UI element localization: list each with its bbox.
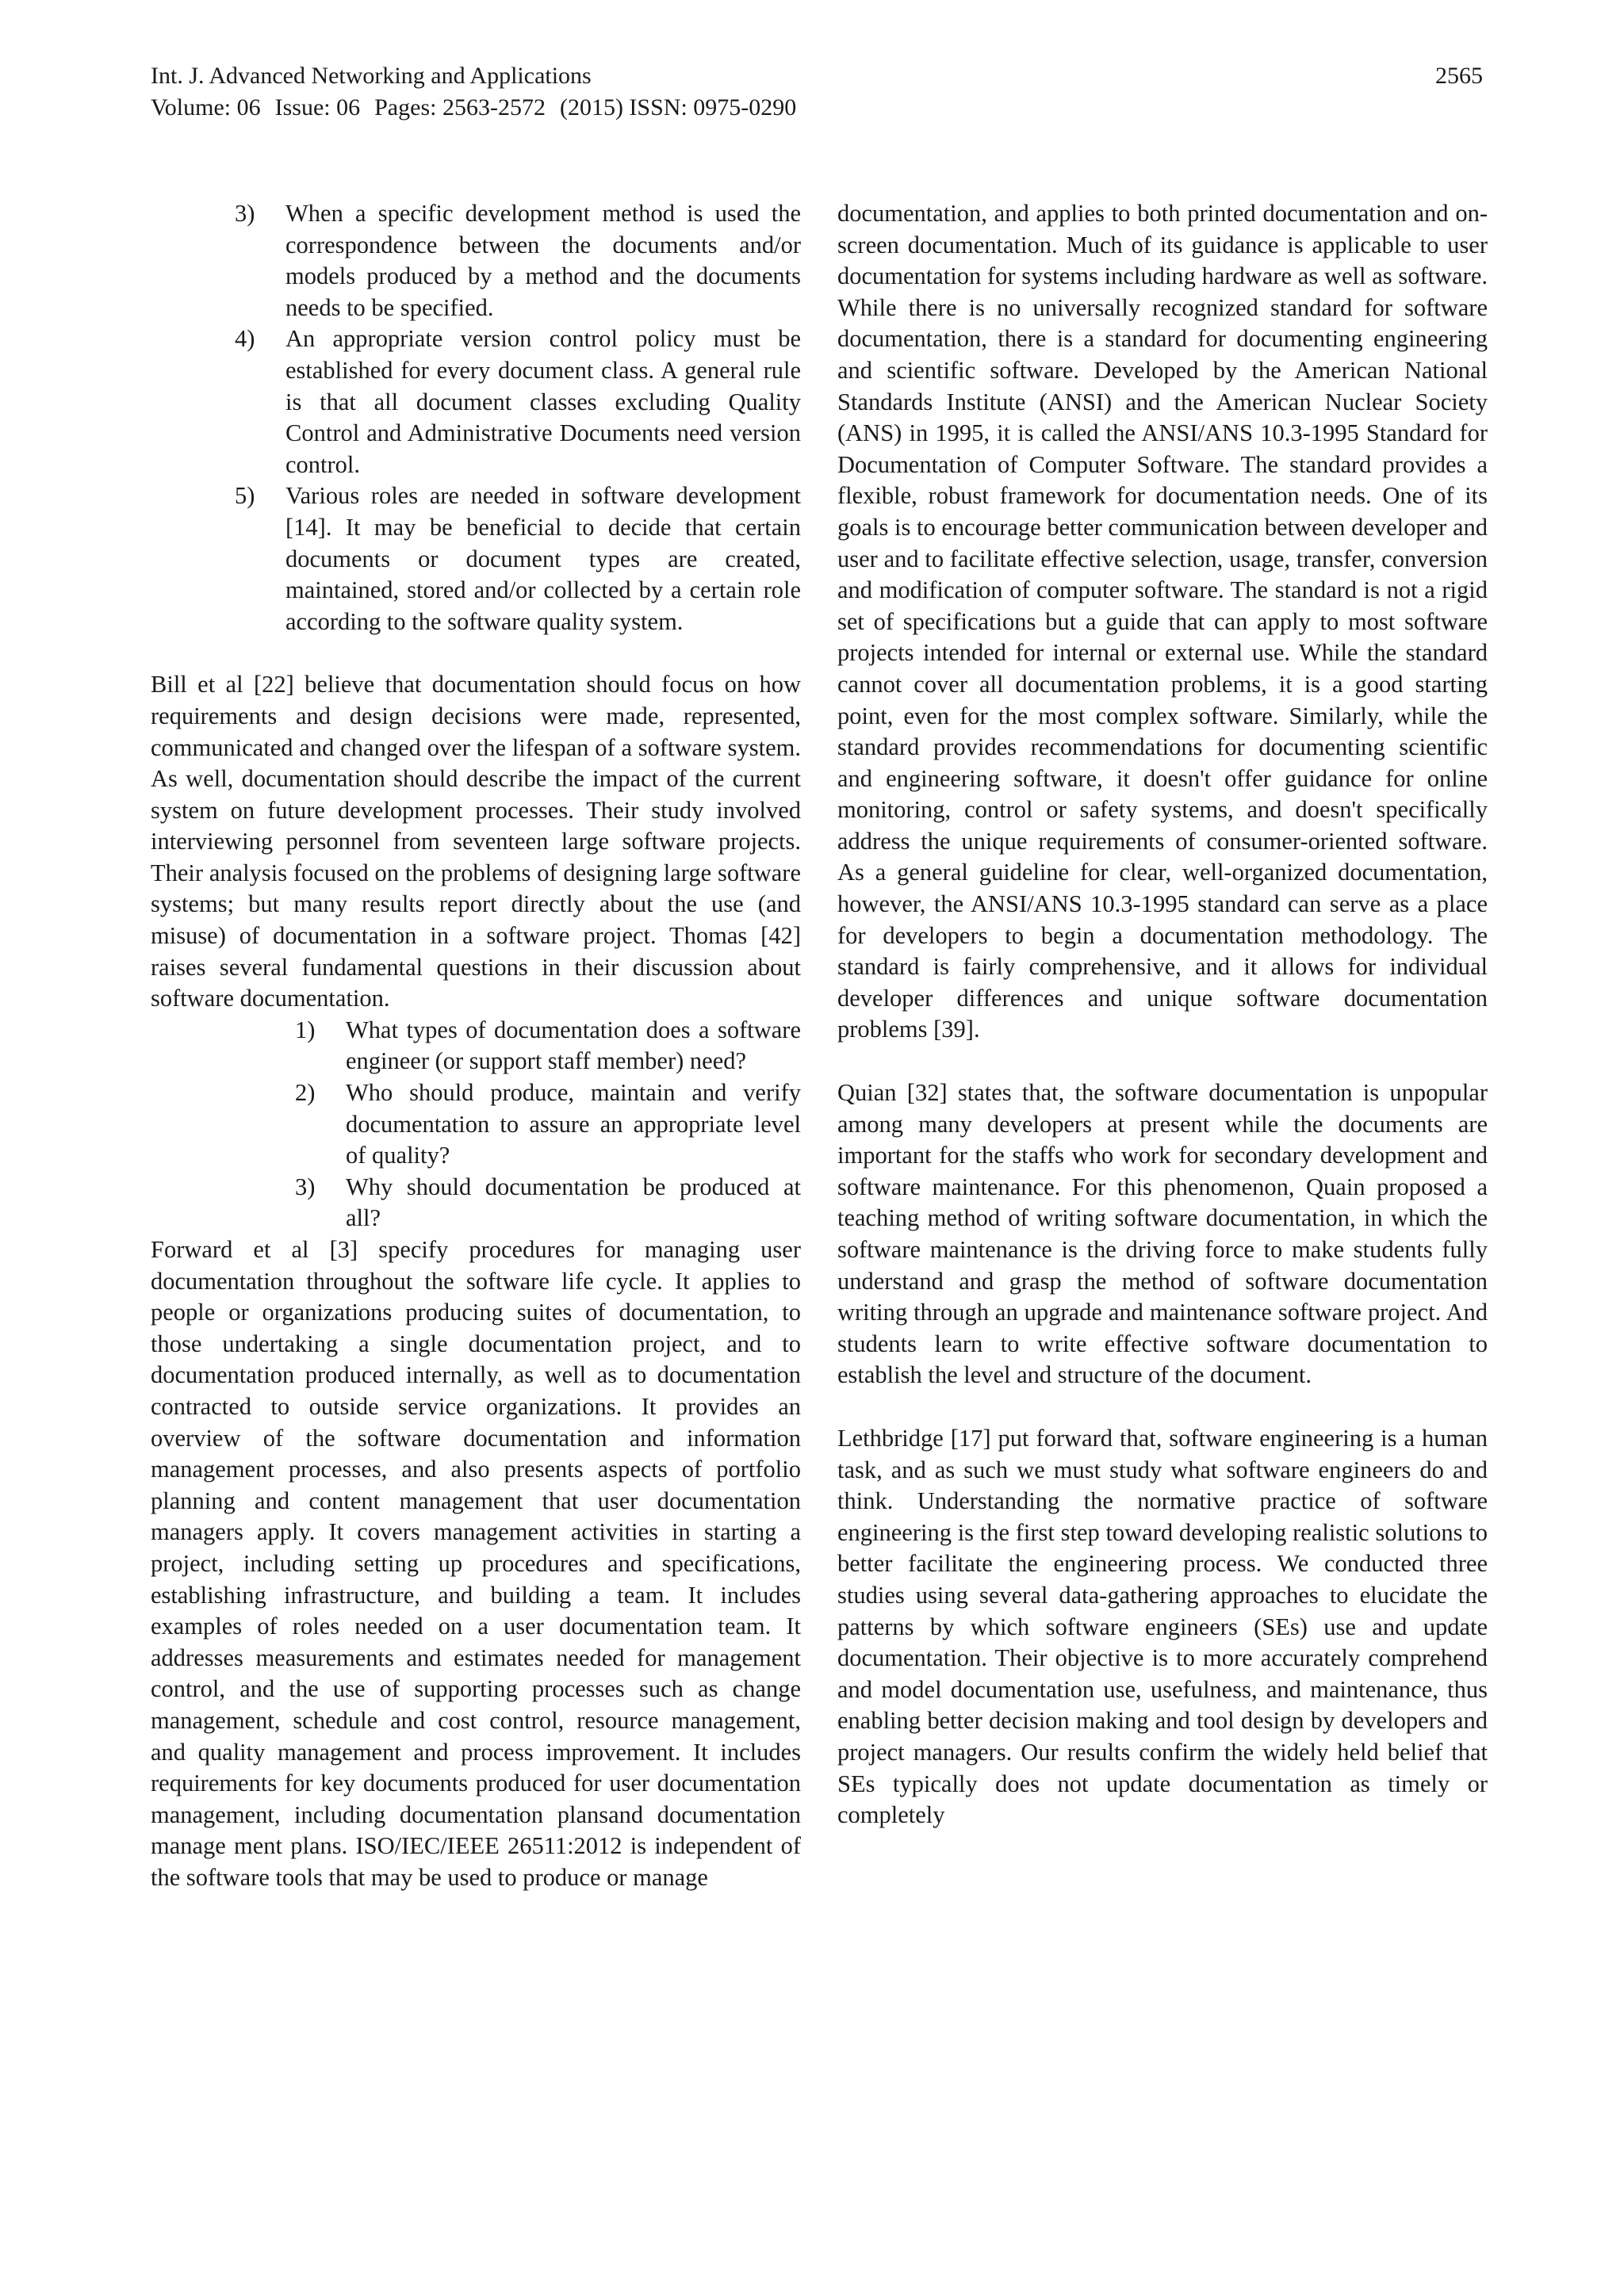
volume: Volume: 06 [151, 94, 261, 121]
list-text: When a specific development method is used the correspondence between the documents and/or models produced by a method and the documents needs to be specified. [285, 200, 801, 321]
paragraph-lethbridge: Lethbridge [17] put forward that, software engineering is a human task, and as such we must study what software engineers do and think. Understanding the normative practice of software engineering is the first step toward developing realistic solutions to better facilitate the engineering process. We conducted three studies using several data-gathering approaches to elucidate the patterns by which software engineers (SEs) use and update documentation. Their objective is to more accurately comprehend and model documentation use, usefulness, and maintenance, thus enabling better decision making and tool design by developers and project managers. Our results confirm the widely held belief that SEs typically does not update documentation as timely or completely [837, 1424, 1488, 1829]
list-number: 1) [295, 1016, 316, 1043]
requirements-list [235, 198, 801, 637]
paragraph-forward: Forward et al [3] specify procedures for managing user documentation throughout the software life cycle. It applies to people or organizations producing suites of documentation, to those undertaking a single documentation project, and to documentation produced internally, as well as to documentation contracted to outside service organizations. It provides an overview of the software documentation and information management processes, and also presents aspects of portfolio planning and content management that user documentation managers apply. It covers management activities in starting a project, including setting up procedures and specifications, establishing infrastructure, and building a team. It includes examples of roles needed on a user documentation team. It addresses measurements and estimates needed for management control, and the use of supporting processes such as change management, schedule and cost control, resource management, and quality management and process improvement. It includes requirements for key documents produced for user documentation management, including documentation plansand documentation manage ment plans. ISO/IEC/IEEE 26511:2012 is independent of the software tools that may be used to produce or manage [151, 1236, 801, 1891]
list-item [295, 1015, 801, 1077]
list-number: 2) [295, 1079, 316, 1107]
page-header [151, 60, 1483, 124]
list-item [235, 480, 801, 637]
volume-line [151, 92, 1483, 124]
list-text: Various roles are needed in software development [14]. It may be beneficial to decide that certain documents or document types are created, maintained, stored and/or collected by a certain role according to the software quality system. [285, 482, 801, 635]
issue: Issue: 06 [274, 94, 361, 121]
list-number: 5) [235, 482, 255, 510]
paragraph-bill: Bill et al [22] believe that documentation should focus on how requirements and design decisions were made, represented, communicated and changed over the lifespan of a software system. As well, documentation should describe the impact of the current system on future development processes. Their study involved interviewing personnel from seventeen large software projects. Their analysis focused on the problems of designing large software systems; but many results report directly about the use (and misuse) of documentation in a software project. Thomas [42] raises several fundamental questions in their discussion about software documentation. [151, 671, 801, 1012]
list-number: 3) [235, 200, 255, 227]
pages: Pages: 2563-2572 [374, 94, 546, 121]
list-number: 3) [295, 1173, 316, 1200]
journal-title: Int. J. Advanced Networking and Applications [151, 63, 592, 89]
list-item [235, 323, 801, 480]
left-column [151, 198, 801, 1893]
list-text: An appropriate version control policy must be established for every document class. A general rule is that all document classes excluding Quality Control and Administrative Documents need version control. [285, 325, 801, 478]
list-item [235, 198, 801, 323]
list-item [295, 1077, 801, 1172]
questions-list [295, 1015, 801, 1234]
paragraph-continued: documentation, and applies to both printed documentation and on-screen documentation. Much of its guidance is applicable to user documentation for systems including hardware as well as software. While there is no universally recognized standard for software documentation, there is a standard for documenting engineering and scientific software. Developed by the American National Standards Institute (ANSI) and the American Nuclear Society (ANS) in 1995, it is called the ANSI/ANS 10.3-1995 Standard for Documentation of Computer Software. The standard provides a flexible, robust framework for documentation needs. One of its goals is to encourage better communication between developer and user and to facilitate effective selection, usage, transfer, conversion and modification of computer software. The standard is not a rigid set of specifications but a guide that can apply to most software projects intended for internal or external use. While the standard cannot cover all documentation problems, it is a good starting point, even for the most complex software. Similarly, while the standard provides recommendations for documenting scientific and engineering software, it doesn't offer guidance for online monitoring, control or safety systems, and doesn't specifically address the unique requirements of consumer-oriented software. As a general guideline for clear, well-organized documentation, however, the ANSI/ANS 10.3-1995 standard can serve as a place for developers to begin a documentation methodology. The standard is fairly comprehensive, and it allows for individual developer differences and unique software documentation problems [39]. [837, 200, 1488, 1043]
page-number: 2565 [1435, 63, 1483, 89]
list-item [295, 1172, 801, 1234]
paragraph-quian: Quian [32] states that, the software documentation is unpopular among many developers at present while the documents are important for the staffs who work for secondary development and software maintenance. For this phenomenon, Quain proposed a teaching method of writing software documentation, in which the software maintenance is the driving force to make students fully understand and grasp the method of software documentation writing through an upgrade and maintenance software project. And students learn to write effective software documentation to establish the level and structure of the document. [837, 1079, 1488, 1389]
list-text: What types of documentation does a software engineer (or support staff member) need? [346, 1016, 801, 1075]
year-issn: (2015) ISSN: 0975-0290 [559, 94, 797, 121]
list-text: Why should documentation be produced at all? [346, 1173, 801, 1232]
right-column [837, 198, 1488, 1831]
list-number: 4) [235, 325, 255, 353]
list-text: Who should produce, maintain and verify documentation to assure an appropriate level of quality? [346, 1079, 801, 1169]
